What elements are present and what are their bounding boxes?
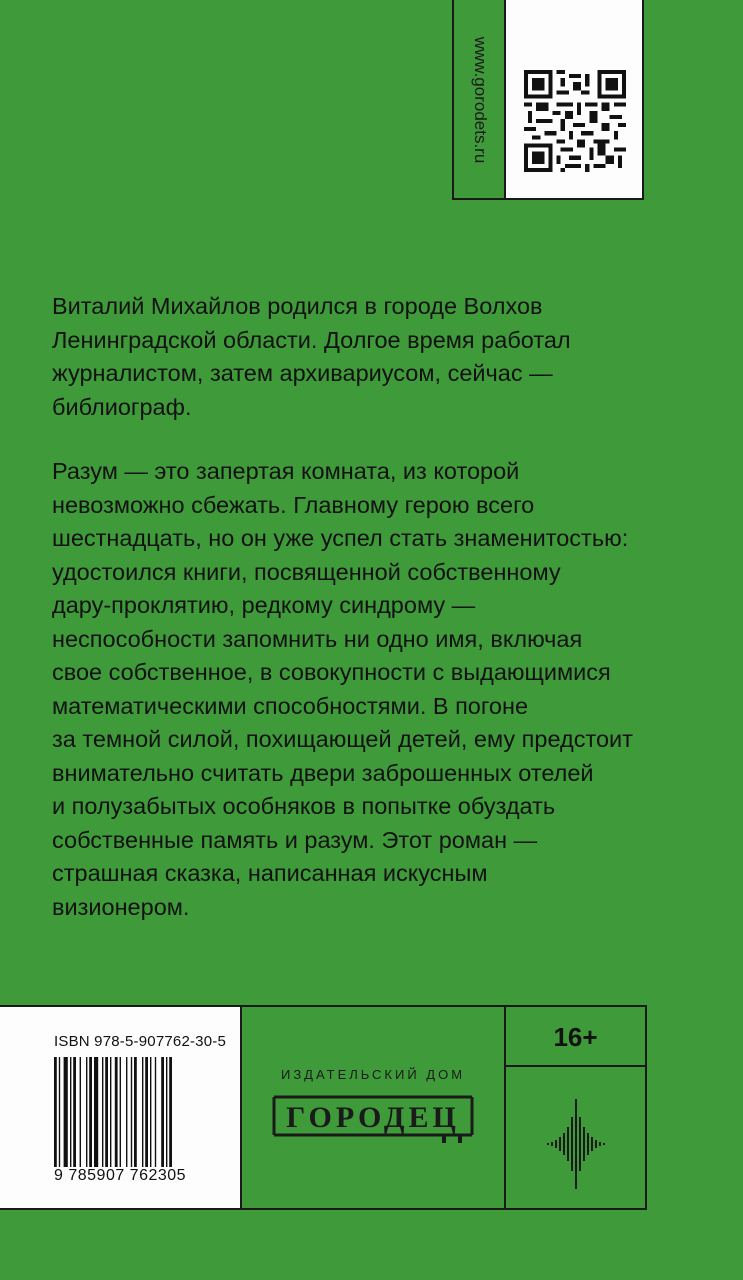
synopsis-line: Разум — это запертая комната, из которой: [52, 458, 520, 484]
isbn-label: ISBN 978-5-907762-30-5: [54, 1033, 227, 1050]
synopsis-line: свое собственное, в совокупности с выдающимися: [52, 659, 611, 685]
author-bio: [52, 290, 712, 424]
synopsis-line: страшная сказка, написанная искусным: [52, 860, 488, 886]
synopsis-line: дару-проклятию, редкому синдрому —: [52, 592, 476, 618]
synopsis-line: невозможно сбежать. Главному герою всего: [52, 491, 535, 518]
author-bio-line: журналистом, затем архивариусом, сейчас —: [52, 360, 553, 386]
age-panel: [504, 1007, 645, 1208]
synopsis-line: и полузабытых особняков в попытке обуздать: [52, 793, 556, 819]
qr-panel: [506, 0, 642, 198]
synopsis: [52, 455, 712, 924]
barcode-icon: [54, 1057, 204, 1167]
author-bio-line: Виталий Михайлов родился в городе Волхов: [52, 293, 543, 319]
synopsis-line: собственные память и разум. Этот роман —: [52, 826, 538, 853]
barcode-digits: 9 785907 762305: [54, 1167, 187, 1184]
synopsis-line: за темной силой, похищающей детей, ему предстоит: [52, 726, 633, 752]
publisher-url[interactable]: www.gorodets.ru: [471, 36, 490, 164]
soundwave-icon: [536, 1099, 616, 1189]
synopsis-line: шестнадцать, но он уже успел стать знаменитостью:: [52, 525, 629, 551]
barcode-panel: [0, 1007, 242, 1208]
publisher-label: ИЗДАТЕЛЬСКИЙ ДОМ: [280, 1067, 466, 1082]
publisher-logo-icon: [272, 1089, 474, 1147]
synopsis-line: внимательно считать двери заброшенных отелей: [52, 759, 594, 786]
synopsis-line: неспособности запомнить ни одно имя, включая: [52, 625, 583, 652]
author-bio-line: библиограф.: [52, 393, 192, 420]
qr-block: [452, 0, 644, 200]
age-rating-badge: 16+: [506, 1007, 645, 1067]
synopsis-line: удостоился книги, посвященной собственному: [52, 558, 561, 585]
publisher-panel: [242, 1007, 504, 1208]
synopsis-line: визионером.: [52, 893, 190, 920]
synopsis-line: математическими способностями. В погоне: [52, 692, 529, 719]
author-bio-line: Ленинградской области. Долгое время работал: [52, 326, 571, 353]
back-cover-info-bar: [0, 1005, 647, 1210]
qr-url-panel: [454, 0, 506, 198]
publisher-logo-text: ГОРОДЕЦ: [286, 1101, 460, 1134]
qr-code-icon[interactable]: [524, 70, 626, 172]
